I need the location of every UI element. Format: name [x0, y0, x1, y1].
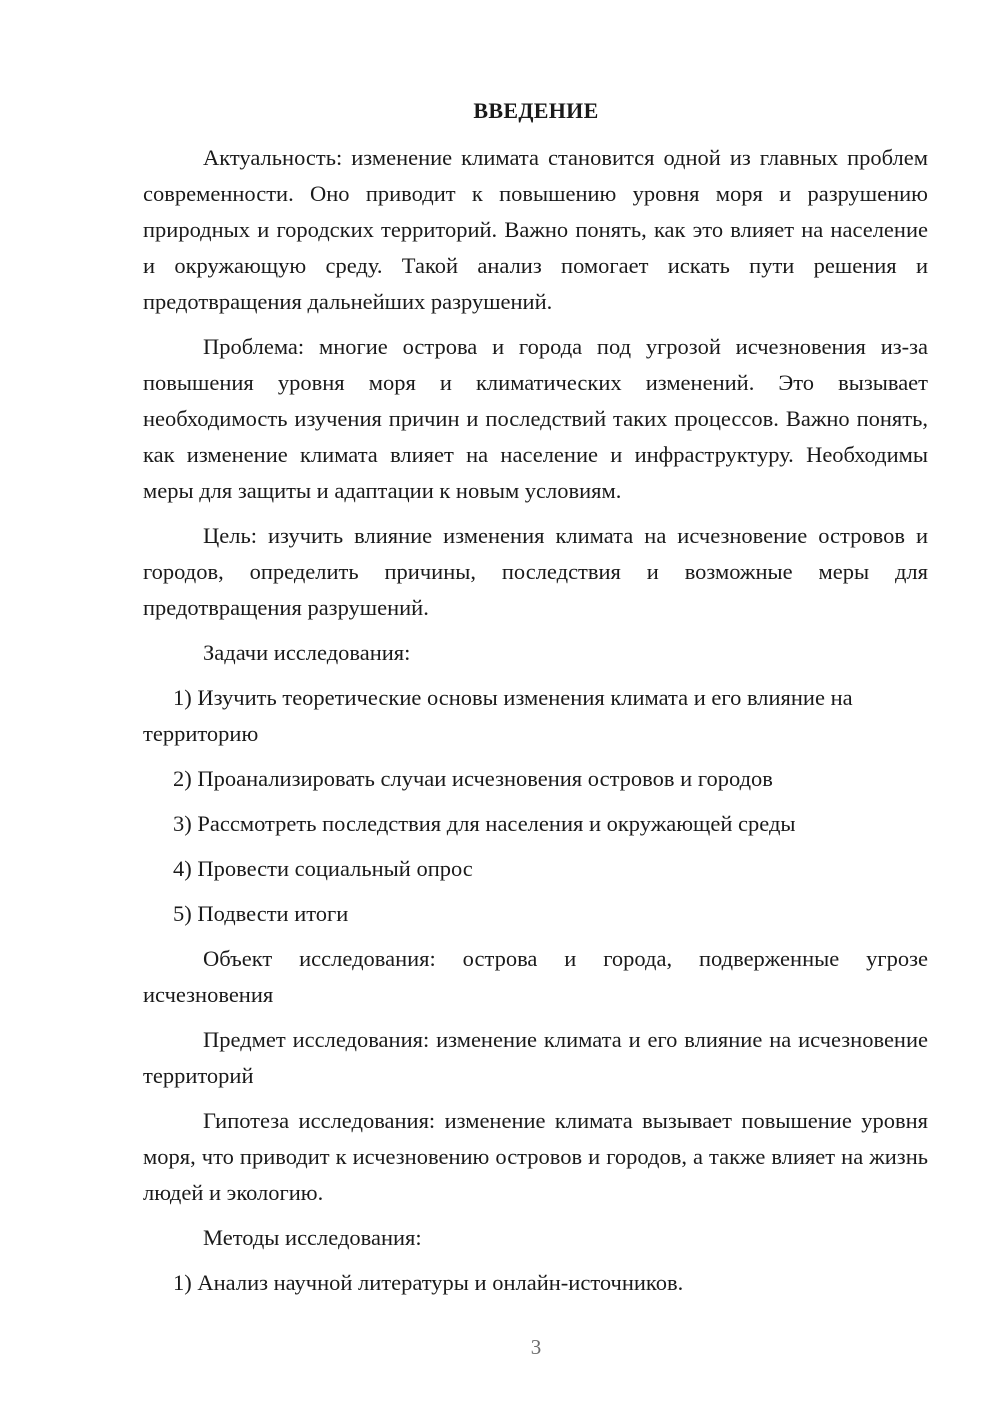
section-heading: ВВЕДЕНИЕ — [473, 98, 599, 123]
problem-paragraph: Проблема: многие острова и города под угрозой исчезновения из-за повышения уровня моря и климатических изменений. Это вызывает необходимость изучения причин и последствий таких процессов. Важно понять, как изменение климата влияет на население и инфраструктуру. Необходимы меры для защиты и адаптации к новым условиям. — [143, 334, 928, 503]
task-item: 5) Подвести итоги — [173, 901, 349, 926]
subject-paragraph: Предмет исследования: изменение климата и его влияние на исчезновение территорий — [143, 1027, 928, 1088]
goal-paragraph: Цель: изучить влияние изменения климата на исчезновение островов и городов, определить причины, последствия и возможные меры для предотвращения разрушений. — [143, 523, 928, 620]
document-body — [143, 140, 928, 1310]
page-number: 3 — [530, 1335, 542, 1359]
hypothesis-paragraph: Гипотеза исследования: изменение климата вызывает повышение уровня моря, что приводит к исчезновению островов и городов, а также влияет на жизнь людей и экологию. — [143, 1108, 928, 1205]
tasks-heading: Задачи исследования: — [203, 640, 411, 665]
method-item: 1) Анализ научной литературы и онлайн-источников. — [173, 1270, 684, 1295]
task-item: 3) Рассмотреть последствия для населения и окружающей среды — [173, 811, 796, 836]
task-item: 4) Провести социальный опрос — [173, 856, 473, 881]
methods-heading: Методы исследования: — [203, 1225, 422, 1250]
task-item: 1) Изучить теоретические основы изменения климата и его влияние на территорию — [143, 685, 853, 746]
task-item: 2) Проанализировать случаи исчезновения островов и городов — [173, 766, 773, 791]
relevance-paragraph: Актуальность: изменение климата становится одной из главных проблем современности. Оно приводит к повышению уровня моря и разрушению природных и городских территорий. Важно понять, как это влияет на население и окружающую среду. Такой анализ помогает искать пути решения и предотвращения дальнейших разрушений. — [143, 145, 928, 314]
object-paragraph: Объект исследования: острова и города, подверженные угрозе исчезновения — [143, 946, 928, 1007]
